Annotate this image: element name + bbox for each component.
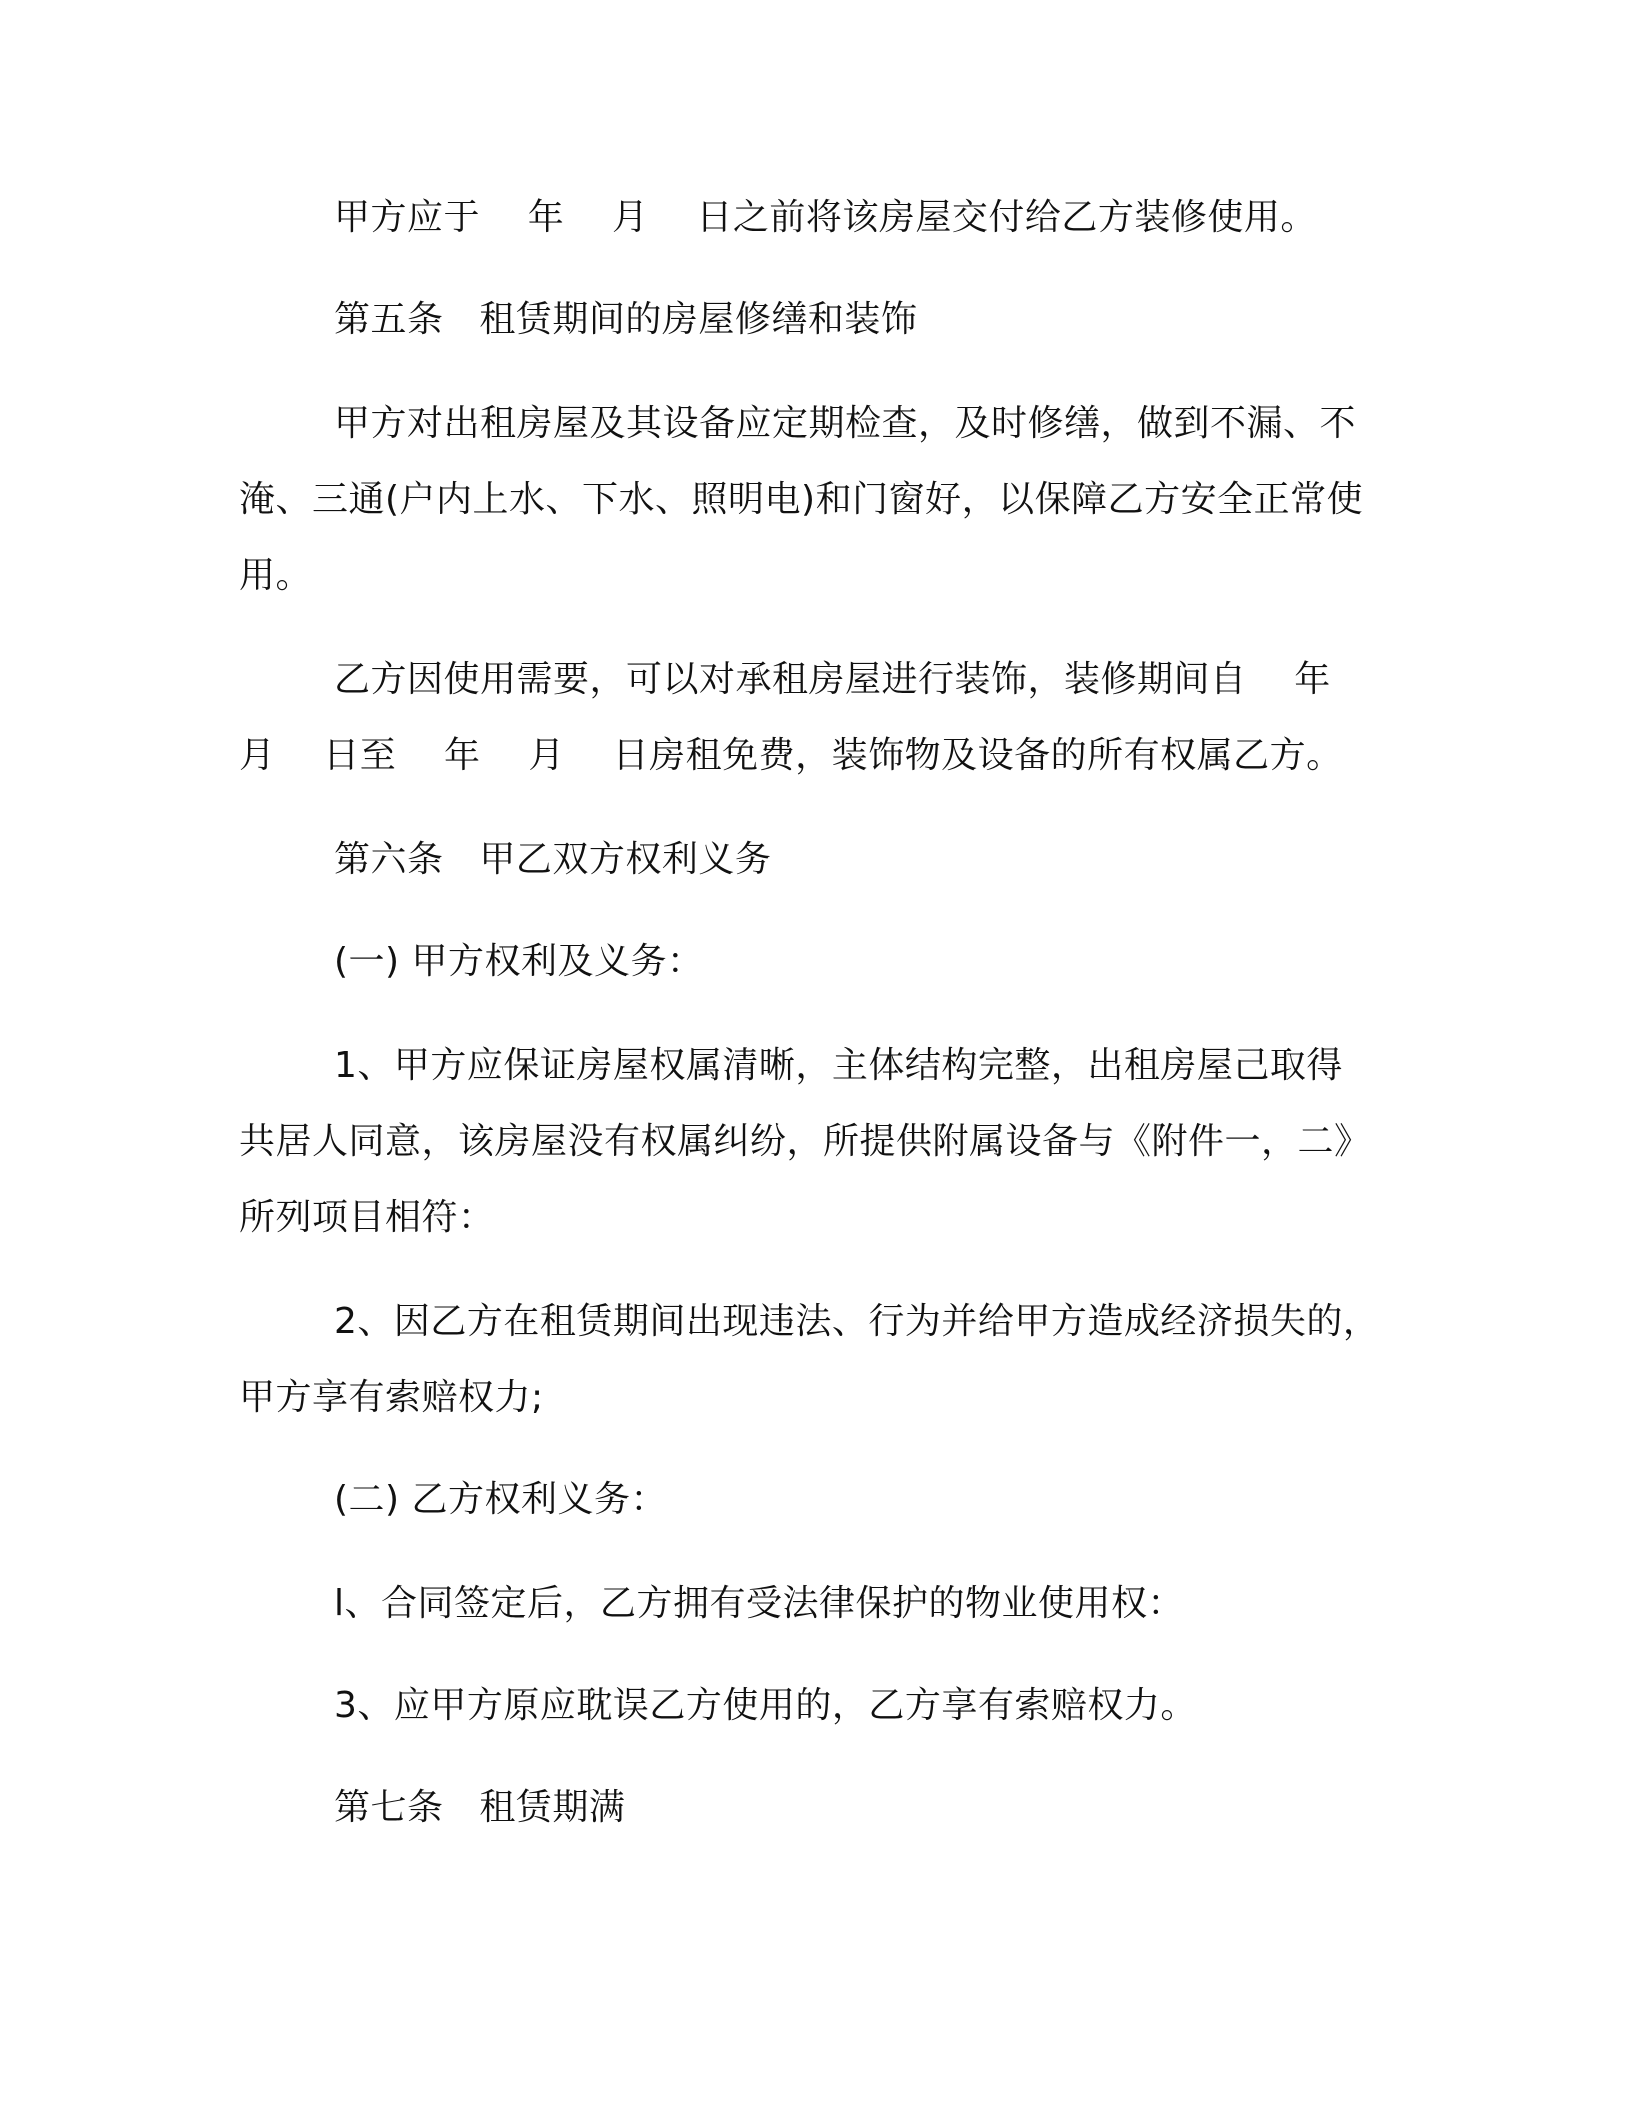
subheading-party-b-rights: (二) 乙方权利义务： <box>334 1479 668 1520</box>
clause-a2-line-2: 甲方享有索赔权力; <box>239 1377 544 1418</box>
paragraph-maintenance-line-2: 淹、三通(户内上水、下水、照明电)和门窗好，以保障乙方安全正常使 <box>239 479 1364 520</box>
heading-article-6: 第六条 甲乙双方权利义务 <box>334 839 772 880</box>
paragraph-maintenance-line-1: 甲方对出租房屋及其设备应定期检查，及时修缮，做到不漏、不 <box>334 403 1357 444</box>
clause-b3: 3、应甲方原应耽误乙方使用的，乙方享有索赔权力。 <box>334 1685 1197 1726</box>
paragraph-decoration-line-2: 月 日至 年 月 日房租免费，装饰物及设备的所有权属乙方。 <box>239 735 1343 776</box>
heading-article-7: 第七条 租赁期满 <box>334 1787 626 1828</box>
paragraph-decoration-line-1: 乙方因使用需要，可以对承租房屋进行装饰，装修期间自 年 <box>334 659 1331 700</box>
clause-a2-line-1: 2、因乙方在租赁期间出现违法、行为并给甲方造成经济损失的， <box>334 1301 1380 1342</box>
paragraph-maintenance-line-3: 用。 <box>239 555 313 596</box>
clause-a1-line-2: 共居人同意，该房屋没有权属纠纷，所提供附属设备与《附件一，二》 <box>239 1121 1371 1162</box>
paragraph-delivery-date: 甲方应于 年 月 日之前将该房屋交付给乙方装修使用。 <box>334 197 1317 238</box>
subheading-party-a-rights: (一) 甲方权利及义务： <box>334 941 704 982</box>
clause-b1: l、合同签定后，乙方拥有受法律保护的物业使用权： <box>334 1583 1185 1624</box>
heading-article-5: 第五条 租赁期间的房屋修缮和装饰 <box>334 299 918 340</box>
clause-a1-line-3: 所列项目相符： <box>239 1197 495 1238</box>
clause-a1-line-1: 1、甲方应保证房屋权属清晰，主体结构完整，出租房屋己取得 <box>334 1045 1343 1086</box>
